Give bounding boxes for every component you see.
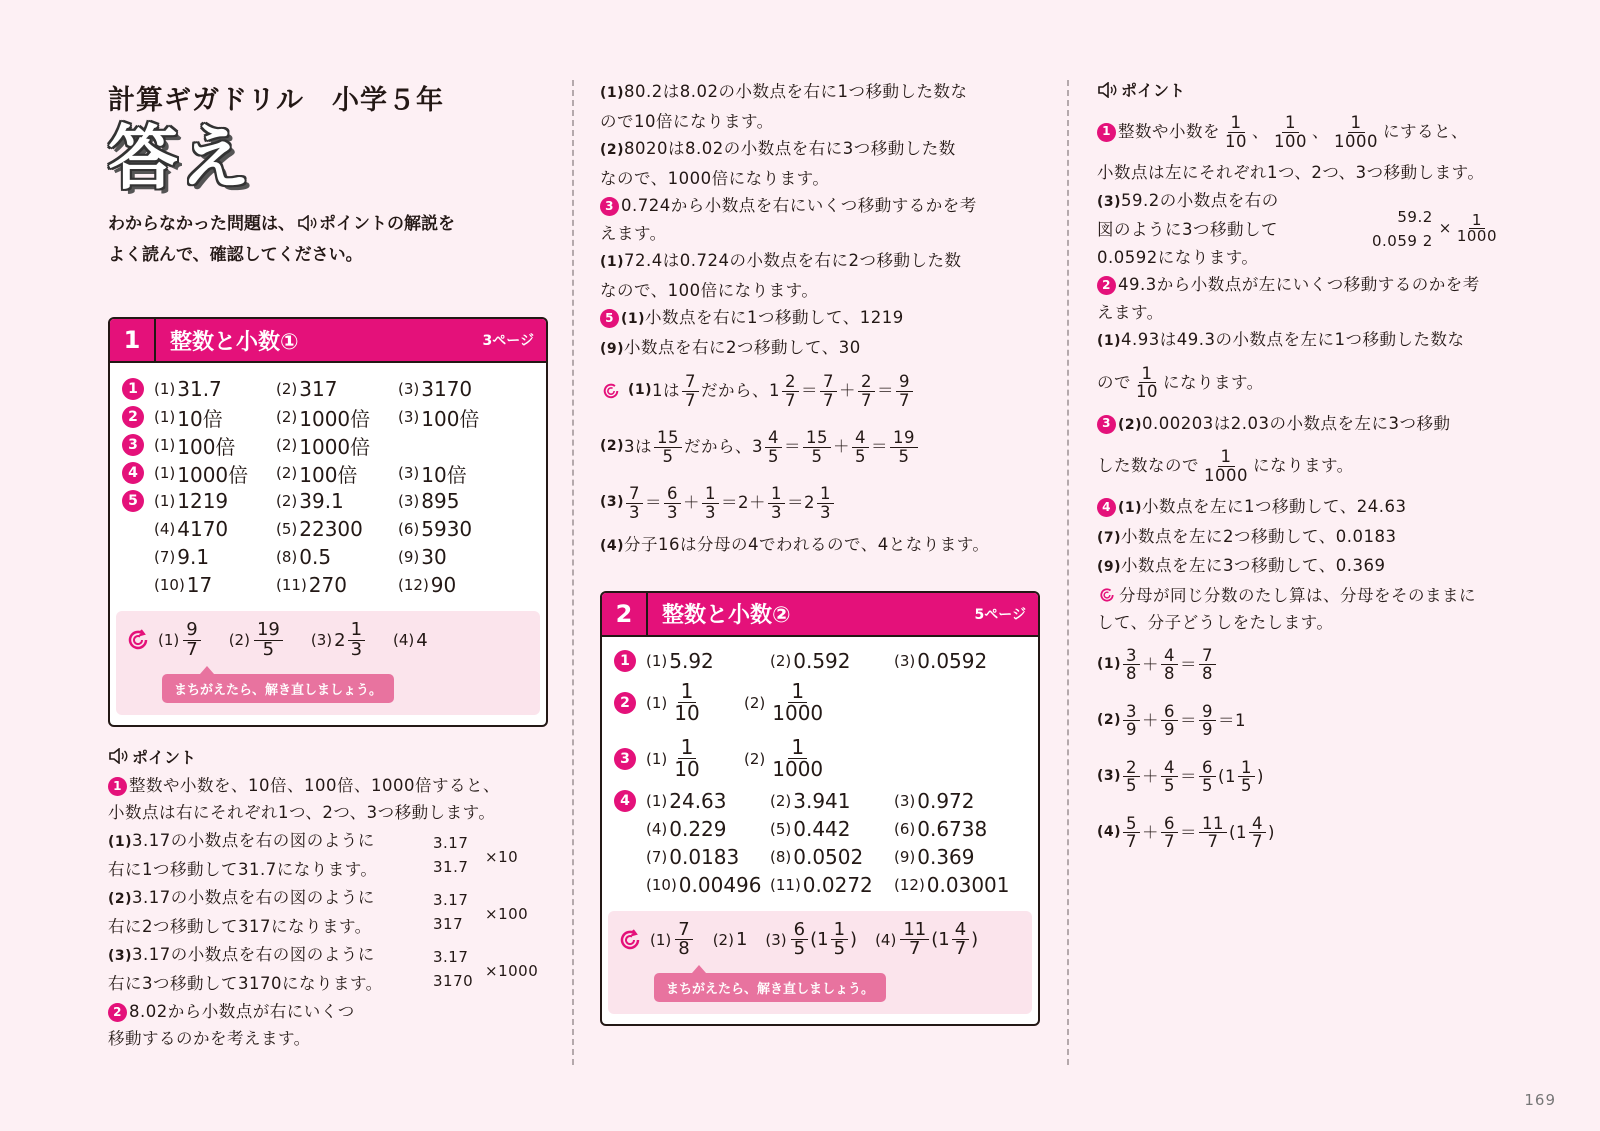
decimal-shift-diagram: 3.17 3170 ×1000	[433, 948, 539, 991]
answer-cell: (3) 3170	[398, 377, 473, 401]
speaker-icon	[108, 748, 128, 764]
answer-row	[614, 647, 1026, 675]
answer-cell: (8) 0.5	[276, 545, 332, 569]
answer-cell: (3) 100倍	[398, 406, 480, 431]
point-section-1: ポイント 1 整数や小数を、10倍、100倍、1000倍すると、 小数点は右にそれぞれ1つ、2つ、3つ移動します。 (1)3.17の小数点を右の図のように 右に1つ移動して31.7になります。 3.17 31.7 ×10 (2)3.17の小数点を右の図のように 右に2つ移動して317になります。 3.17 317 ×100 (3)3.17の小数点を右の図のように 右に3つ移動して3170になります。 3.17 3170 ×1000 2 8.02から小数点が右にいくつ 移動するのかを考えます。	[108, 745, 548, 1053]
retry-box	[608, 911, 1032, 1015]
answer-cell: (5) 0.442	[770, 816, 851, 841]
decimal-shift-diagram: 3.17 317 ×100	[433, 891, 529, 934]
answer-cell: (7) 9.1	[154, 545, 210, 569]
question-number: 5	[122, 490, 144, 512]
retry-answer: (3) $\frac{6}{5}$ (1 $\frac{1}{5}$ )	[765, 918, 858, 960]
question-number: 3	[122, 434, 144, 456]
point-number: 3	[1097, 415, 1116, 434]
question-number	[614, 846, 636, 868]
answer-cell: (3) 0.972	[894, 788, 975, 813]
retry-icon	[124, 626, 152, 654]
answer-cell: (2) 3.941	[770, 788, 851, 813]
question-number: 4	[614, 790, 636, 812]
column-left	[108, 78, 548, 1053]
question-number: 1	[614, 650, 636, 672]
explanation-text: 1 整数や小数を $\frac{1}{10}$ 、 $\frac{1}{100}$ 、 $\frac{1}{1000}$ にすると、 小数点は左にそれぞれ1つ、2つ、3つ移動します。 (3)59.2の小数点を右の 図のように3つ移動して 0.0592になります。 59.2 0.059 2 × $\frac{1}{1000}$ 2 49.3から小数点が左にいくつ移動するのかを考 えます。 (1)4.93は49.3の小数点を左に1つ移動した数な ので $\frac{1}{10}$ になります。 3 (2)0.00203は2.03の小数点を左に3つ移動 した数なので $\frac{1}{1000}$ になります。 4 (1)小数点を左に1つ移動して、24.63 (7)小数点を左に2つ移動して、0.0183 (9)小数点を左に3つ移動して、0.369 分母が同じ分数のたし算は、分母をそのままに して、分子どうしをたします。 (1) $\frac{3}{8}$ ＋ $\frac{4}{8}$ ＝ $\frac{7}{8}$ (2) $\frac{3}{9}$ ＋ $\frac{6}{9}$ ＝ $\frac{9}{9}$ ＝1 (3) $\frac{2}{5}$ ＋ $\frac{4}{5}$ ＝ $\frac{6}{5}$ (1 $\frac{1}{5}$ ) (4) $\frac{5}{7}$ ＋ $\frac{6}{7}$ ＝ $\frac{11}{7}$ (1 $\frac{4}{7}$ )	[1097, 113, 1498, 851]
answer-cell: (1) 24.63	[646, 788, 727, 813]
answer-cell: (1) 1219	[154, 489, 229, 513]
point-number: 3	[600, 197, 619, 216]
retry-note: まちがえたら、解き直しましょう。	[654, 973, 886, 1002]
answer-cell: (1) 31.7	[154, 377, 222, 401]
retry-answer: (4) 4	[393, 629, 428, 651]
answer-row	[122, 459, 534, 487]
answer-cell: (1) 1000倍	[154, 462, 249, 487]
answer-cell: (3) 0.0592	[894, 648, 988, 673]
question-number	[122, 546, 144, 568]
answer-cell: (2) 39.1	[276, 489, 344, 513]
point-number: 5	[600, 309, 619, 328]
answer-cell: (5) 22300	[276, 517, 363, 541]
answer-cell: (9) 30	[398, 545, 447, 569]
book-title: 計算ギガドリル 小学５年	[108, 85, 444, 116]
answer-cell: (2) 0.592	[770, 648, 851, 673]
question-number	[122, 518, 144, 540]
answer-cell: (1) 10倍	[154, 406, 223, 431]
answer-cell: (11) 270	[276, 573, 347, 597]
retry-answer: (1) $\frac{9}{7}$	[158, 621, 203, 660]
answer-row: 3 (1) $\frac{1}{10}$ (2) $\frac{1}{1000}$	[614, 731, 1026, 787]
retry-box	[116, 611, 540, 715]
answer-row	[614, 843, 1026, 871]
section-number: 1	[110, 319, 156, 361]
answer-row	[122, 543, 534, 571]
retry-answer: (2) $\frac{19}{5}$	[229, 621, 285, 660]
answer-cell: (8) 0.0502	[770, 844, 864, 869]
answer-cell: (7) 0.0183	[646, 844, 740, 869]
retry-icon	[600, 380, 622, 402]
point-number: 1	[108, 777, 127, 796]
section-header	[602, 593, 1038, 637]
section-page-ref: 3ページ	[482, 333, 534, 349]
answer-cell: (1) 100倍	[154, 434, 236, 459]
point-number: 2	[108, 1003, 127, 1022]
answer-cell: (12) 0.03001	[894, 872, 1010, 897]
column-divider	[572, 80, 574, 1065]
answer-cell: (6) 5930	[398, 517, 473, 541]
intro-text: わからなかった問題は、 ポイントの解説を よく読んで、確認してください。	[108, 214, 455, 265]
answer-cell: (1) 5.92	[646, 648, 714, 673]
section-title: 整数と小数②	[662, 603, 791, 628]
question-number: 3	[614, 748, 636, 770]
retry-answer: (2) 1	[712, 929, 748, 951]
answer-section-2	[600, 591, 1040, 1027]
answer-row	[122, 375, 534, 403]
section-header	[110, 319, 546, 363]
answer-cell: (3) 10倍	[398, 462, 467, 487]
section-number: 2	[602, 593, 648, 635]
column-divider	[1067, 80, 1069, 1065]
question-number: 2	[614, 692, 636, 714]
answer-row	[122, 403, 534, 431]
retry-answer: (4) $\frac{11}{7}$ (1 $\frac{4}{7}$ )	[875, 918, 979, 960]
answer-cell: (4) 4170	[154, 517, 229, 541]
answer-cell: (3) 895	[398, 489, 460, 513]
answer-section-1	[108, 317, 548, 727]
column-right	[1097, 78, 1547, 861]
question-number: 2	[122, 406, 144, 428]
retry-answer: (1) $\frac{7}{8}$	[650, 921, 695, 960]
speaker-icon	[1097, 82, 1117, 98]
question-number	[614, 818, 636, 840]
retry-icon	[616, 926, 644, 954]
column-middle	[600, 78, 1040, 1026]
answer-row	[122, 487, 534, 515]
answer-cell: (10) 0.00496	[646, 872, 762, 897]
answer-cell: (10) 17	[154, 573, 213, 597]
page-title: 答え	[108, 117, 252, 199]
section-page-ref: 5ページ	[974, 606, 1026, 623]
question-number: 4	[122, 462, 144, 484]
explanation-text: (1)80.2は8.02の小数点を右に1つ移動した数な ので10倍になります。 (2)8020は8.02の小数点を右に3つ移動した数 なので、1000倍になります。 3 0.724から小数点を右にいくつ移動するかを考 えます。 (1)72.4は0.724の小数点を右に2つ移動した数 なので、100倍になります。 5 (1)小数点を右に1つ移動して、1219 (9)小数点を右に2つ移動して、30 (1) 1は $\frac{7}{7}$ だから、1 $\frac{2}{7}$ ＝ $\frac{7}{7}$ ＋ $\frac{2}{7}$ ＝ $\frac{9}{7}$ (2) 3は $\frac{15}{5}$ だから、3 $\frac{4}{5}$ ＝ $\frac{15}{5}$ ＋ $\frac{4}{5}$ ＝ $\frac{19}{5}$ (3) $\frac{7}{3}$ ＝ $\frac{6}{3}$ ＋ $\frac{1}{3}$ ＝2＋ $\frac{1}{3}$ ＝2 $\frac{1}{3}$ (4)分子16は分母の4でわれるので、4となります。	[600, 82, 990, 554]
answer-cell: (4) 0.229	[646, 816, 727, 841]
point-number: 4	[1097, 498, 1116, 517]
section-title: 整数と小数①	[170, 329, 299, 355]
answer-cell: (2) 100倍	[276, 462, 358, 487]
answer-block	[614, 787, 1026, 899]
question-number	[122, 574, 144, 596]
answer-cell: (9) 0.369	[894, 844, 975, 869]
answer-cell: (6) 0.6738	[894, 816, 988, 841]
speaker-icon	[297, 215, 317, 231]
retry-icon	[1097, 585, 1117, 605]
point-heading: ポイント	[1121, 81, 1186, 100]
decimal-shift-diagram: 59.2 0.059 2	[1372, 207, 1433, 250]
answer-row	[122, 515, 534, 543]
answer-row	[122, 431, 534, 459]
question-number: 1	[122, 378, 144, 400]
answer-cell: (11) 0.0272	[770, 872, 873, 897]
answer-row	[614, 815, 1026, 843]
answer-row	[614, 871, 1026, 899]
question-number	[614, 874, 636, 896]
decimal-shift-diagram: 3.17 31.7 ×10	[433, 834, 519, 877]
page-number: 169	[1524, 1091, 1556, 1109]
answer-cell: (2) 1000倍	[276, 434, 371, 459]
point-number: 1	[1097, 123, 1116, 142]
answer-grid	[602, 637, 1038, 903]
answer-row	[614, 787, 1026, 815]
point-number: 2	[1097, 276, 1116, 295]
answer-row: 2 (1) $\frac{1}{10}$ (2) $\frac{1}{1000}$	[614, 675, 1026, 731]
answer-cell: (2) 317	[276, 377, 338, 401]
answer-grid	[110, 363, 546, 603]
answer-cell: (2) 1000倍	[276, 406, 371, 431]
answer-row	[122, 571, 534, 599]
retry-note: まちがえたら、解き直しましょう。	[162, 674, 394, 703]
answer-cell: (12) 90	[398, 573, 457, 597]
retry-answer: (3) 2 $\frac{1}{3}$	[311, 621, 367, 660]
point-heading: ポイント	[132, 747, 197, 767]
